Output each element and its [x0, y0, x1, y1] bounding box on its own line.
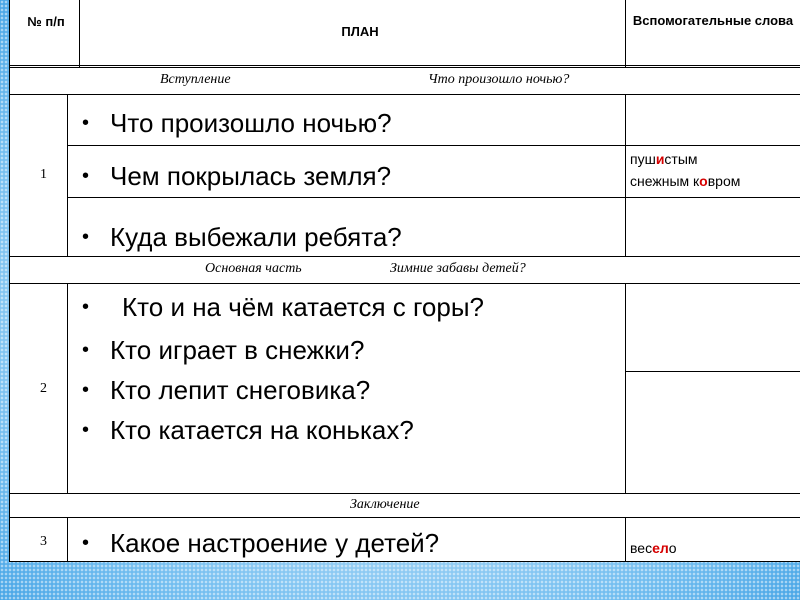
section-main-topic: Зимние забавы детей?: [390, 261, 526, 276]
row1-q2-rule: [67, 197, 800, 198]
main-row-rule: [9, 283, 800, 284]
bullet-icon: •: [82, 296, 90, 318]
bullet-icon: •: [82, 165, 90, 187]
row1-question-3: [82, 222, 402, 252]
row2-question-1-text: Кто и на чём катается с горы?: [122, 292, 484, 322]
section-main-label: Основная часть: [205, 261, 302, 276]
row1-col-rule-2: [625, 94, 626, 256]
header-number: № п/п: [27, 14, 65, 29]
row1-question-2: [82, 161, 391, 191]
row3-question-1: [82, 528, 439, 558]
row3-col-rule-1: [67, 517, 68, 562]
row1-question-2-text: Чем покрылась земля?: [110, 161, 392, 191]
bullet-icon: •: [82, 419, 90, 441]
section-intro-topic: Что произошло ночью?: [428, 72, 570, 87]
highlight-letter: и: [655, 151, 665, 167]
bullet-icon: •: [82, 379, 90, 401]
row3-question-1-text: Какое настроение у детей?: [110, 528, 440, 558]
row2-question-3: [82, 375, 370, 405]
conclusion-row-rule: [9, 517, 800, 518]
header-col-rule-1: [79, 0, 80, 67]
row1-q1-rule: [67, 145, 800, 146]
row2-helper-rule: [625, 371, 800, 372]
row3-col-rule-2: [625, 517, 626, 562]
row2-question-1: [82, 292, 484, 322]
row2-question-2: [82, 335, 364, 365]
row2-number: 2: [40, 381, 47, 396]
row1-col-rule-1: [67, 94, 68, 256]
row1-question-1-text: Что произошло ночью?: [110, 108, 392, 138]
bullet-icon: •: [82, 112, 90, 134]
row1-end-rule: [9, 256, 800, 257]
row1-question-1: [82, 108, 392, 138]
highlight-letters: ел: [652, 540, 669, 556]
bullet-icon: •: [82, 339, 90, 361]
section-intro-label: Вступление: [160, 72, 231, 87]
row2-question-3-text: Кто лепит снеговика?: [110, 375, 371, 405]
row3-helper-word: весело: [630, 540, 677, 556]
row1-number: 1: [40, 167, 47, 182]
helper-line-1: пушистым: [630, 151, 698, 167]
row1-question-3-text: Куда выбежали ребята?: [110, 222, 402, 252]
row1-helper-words: [630, 148, 740, 192]
helper-line-2: снежным ковром: [630, 173, 741, 189]
row2-question-4: [82, 415, 414, 445]
row2-question-2-text: Кто играет в снежки?: [110, 335, 365, 365]
section-conclusion-label: Заключение: [350, 497, 420, 512]
row2-col-rule-1: [67, 283, 68, 493]
bullet-icon: •: [82, 226, 90, 248]
header-plan: ПЛАН: [341, 24, 379, 39]
bullet-icon: •: [82, 532, 90, 554]
header-rule: [9, 65, 800, 68]
lesson-plan-table: [9, 0, 800, 562]
intro-row-rule: [9, 94, 800, 95]
highlight-letter: о: [699, 173, 708, 189]
header-col-rule-2: [625, 0, 626, 67]
row2-col-rule-2: [625, 283, 626, 493]
header-helper-words: Вспомогательные слова: [632, 13, 794, 28]
row2-question-4-text: Кто катается на коньках?: [110, 415, 414, 445]
row2-end-rule: [9, 493, 800, 494]
row3-number: 3: [40, 534, 47, 549]
